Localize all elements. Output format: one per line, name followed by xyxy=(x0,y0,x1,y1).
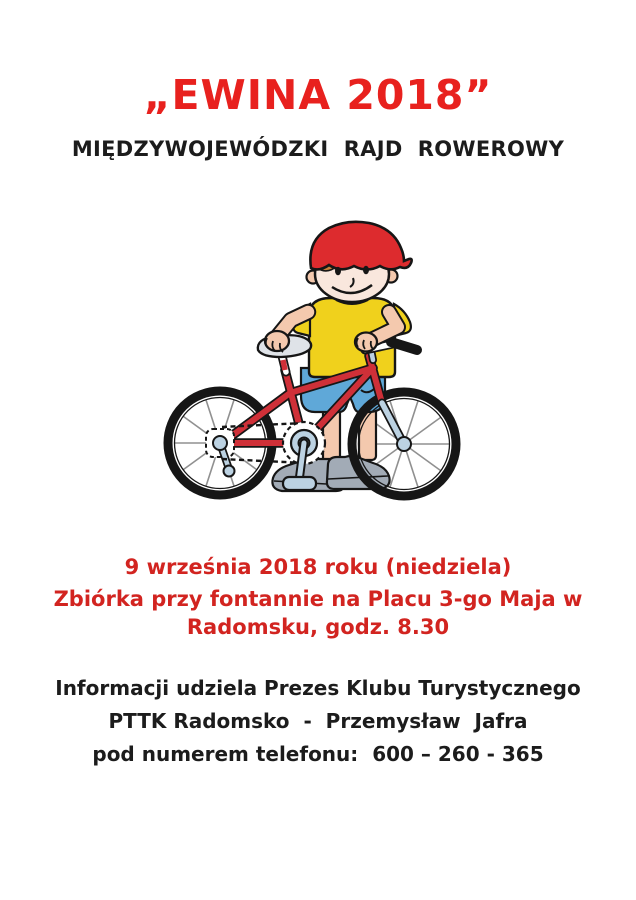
meeting-line-1: Zbiórka przy fontannie na Placu 3-go Maja w xyxy=(53,587,583,611)
event-date-line: 9 września 2018 roku (niedziela) xyxy=(124,555,512,579)
meeting-line-2: Radomsku, godz. 8.30 xyxy=(186,615,450,639)
right-eye xyxy=(363,266,369,275)
left-hand xyxy=(265,331,289,351)
poster-subtitle: MIĘDZYWOJEWÓDZKI RAJD ROWEROWY xyxy=(71,137,565,161)
contact-line-1: Informacji udziela Prezes Klubu Turystycznego xyxy=(55,676,581,700)
boy-with-bicycle-illustration xyxy=(161,200,475,515)
helmet xyxy=(310,222,411,270)
contact-line-3: pod numerem telefonu: 600 – 260 - 365 xyxy=(92,742,544,766)
pedal xyxy=(283,477,316,490)
contact-line-2: PTTK Radomsko - Przemysław Jafra xyxy=(108,709,528,733)
front-hub xyxy=(397,437,411,451)
left-eye xyxy=(335,267,341,276)
poster-title: „EWINA 2018” xyxy=(143,71,493,119)
meeting-place-lines xyxy=(0,585,636,641)
right-hand xyxy=(355,333,377,352)
rear-cassette xyxy=(206,429,235,477)
